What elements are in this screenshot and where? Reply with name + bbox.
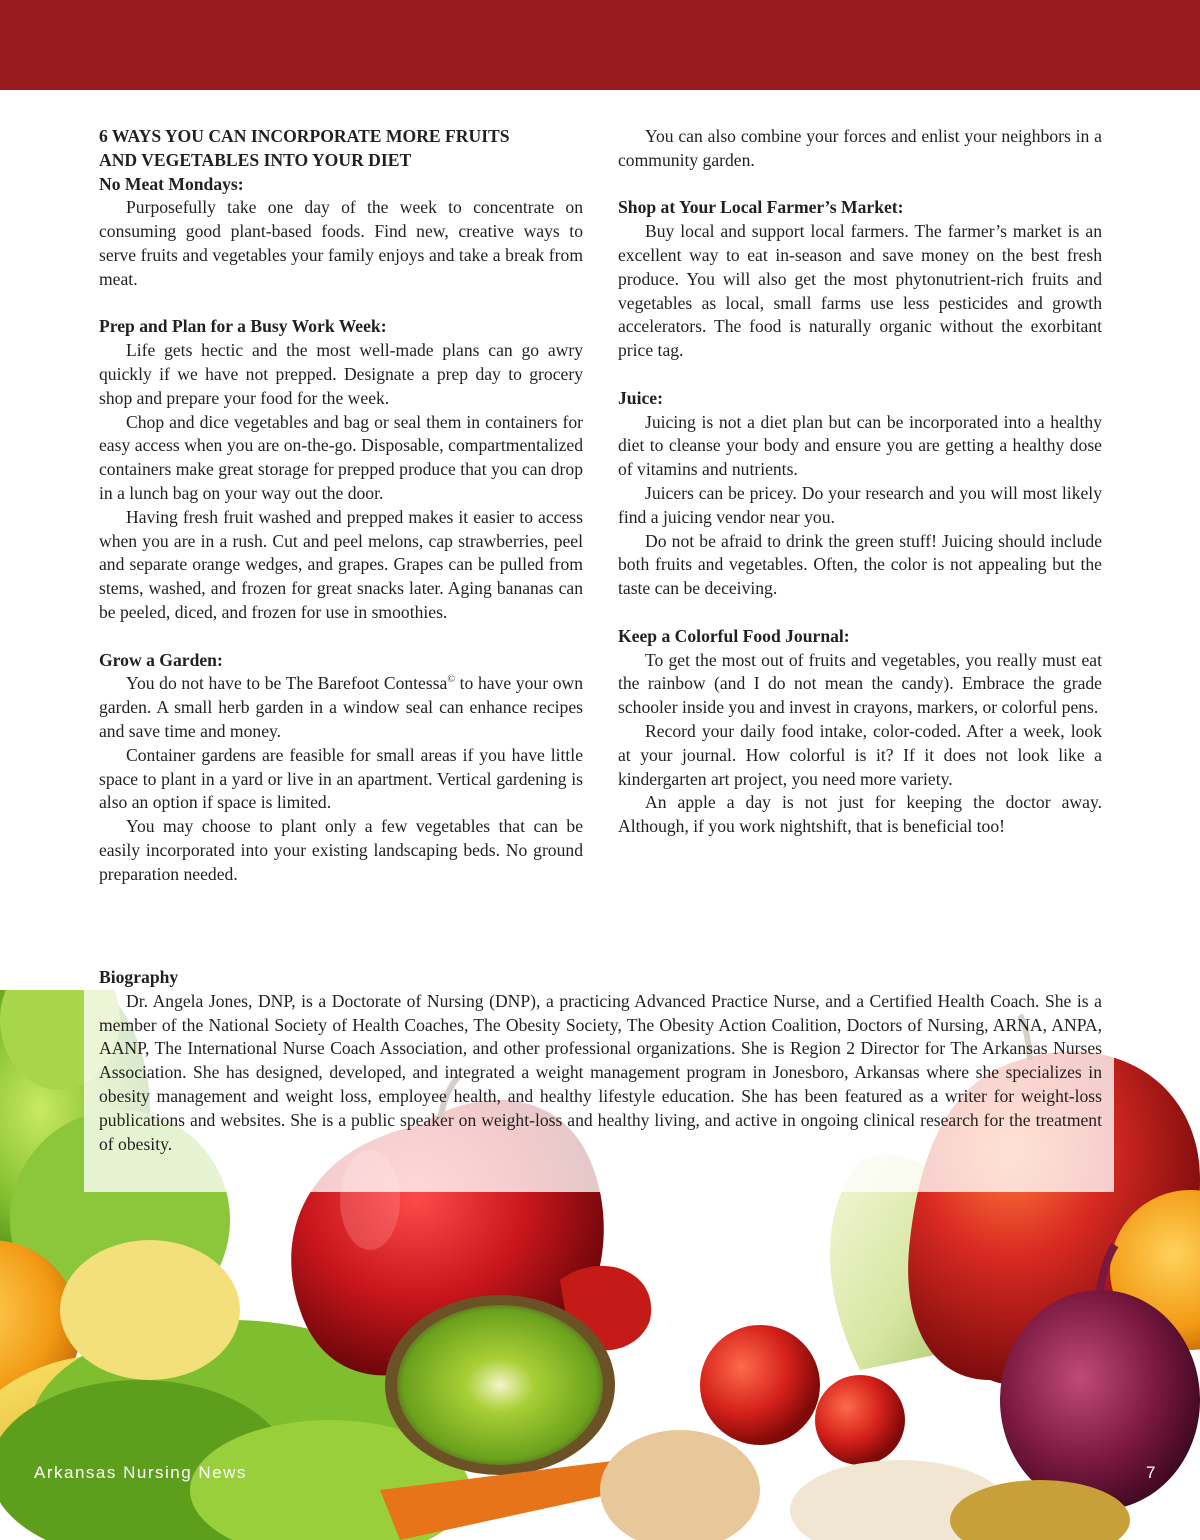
paragraph: Chop and dice vegetables and bag or seal them in containers for easy access when you are on-the-go. Disposable, compartmentalized containers make great storage for prepped produce that you can drop in a lunch bag on your way out the door. xyxy=(99,411,583,503)
article-title-line2: AND VEGETABLES INTO YOUR DIET xyxy=(99,149,412,170)
paragraph: Having fresh fruit washed and prepped makes it easier to access when you are in a rush. Cut and peel melons, cap strawberries, peel and separate orange wedges, and grapes. Grapes can be pulled from stems, washed, and frozen for great snacks later. Aging bananas can be peeled, diced, and frozen for use in smoothies. xyxy=(99,506,583,622)
biography-heading: Biography xyxy=(99,967,179,987)
left-column xyxy=(99,125,583,887)
tomato xyxy=(700,1325,820,1445)
heading-juice: Juice: xyxy=(618,387,663,408)
right-column xyxy=(618,125,1102,839)
biography-text: Dr. Angela Jones, DNP, is a Doctorate of Nursing (DNP), a practicing Advanced Practice Nurse, and a Certified Health Coach. She is a member of the National Society of Health Coaches, The Obesity Society, The Obesity Action Coalition, Doctors of Nursing, ARNA, ANPA, AANP, The International Nurse Coach Association, and other professional organizations. She is Region 2 Director for The Arkansas Nurses Association. She has designed, developed, and integrated a weight management program in Jonesboro, Arkansas where she specializes in obesity management and weight loss, employee health, and healthy lifestyle education. She has been featured as a writer for weight-loss publications and websites. She is a public speaker on weight-loss and healthy living, and active in ongoing clinical research for the treatment of obesity. xyxy=(99,990,1102,1154)
text-span: You do not have to be The Barefoot Contessa xyxy=(126,673,448,694)
footer-page-number: 7 xyxy=(1146,1463,1156,1482)
paragraph: Life gets hectic and the most well-made plans can go awry quickly if we have not prepped. Designate a prep day to grocery shop and prepare your food for the week. xyxy=(99,340,583,408)
heading-farmers-market: Shop at Your Local Farmer’s Market: xyxy=(618,197,904,218)
heading-no-meat-mondays: No Meat Mondays: xyxy=(99,173,244,194)
paragraph: You can also combine your forces and enlist your neighbors in a community garden. xyxy=(618,126,1102,170)
heading-grow-a-garden: Grow a Garden: xyxy=(99,649,223,670)
article-title-line1: 6 WAYS YOU CAN INCORPORATE MORE FRUITS xyxy=(99,126,510,146)
biography xyxy=(99,966,1102,1156)
paragraph: An apple a day is not just for keeping the doctor away. Although, if you work nightshift, that is beneficial too! xyxy=(618,792,1102,837)
paragraph: You may choose to plant only a few vegetables that can be easily incorporated into your existing landscaping beds. No ground preparation needed. xyxy=(99,816,583,884)
footer-publication: Arkansas Nursing News xyxy=(34,1463,247,1482)
heading-prep-and-plan: Prep and Plan for a Busy Work Week: xyxy=(99,316,387,337)
paragraph: To get the most out of fruits and vegetables, you really must eat the rainbow (and I do not mean the candy). Embrace the grade schooler inside you and invest in crayons, markers, or colorful pens. xyxy=(618,649,1102,718)
article-title xyxy=(99,125,583,173)
heading-food-journal: Keep a Colorful Food Journal: xyxy=(618,625,850,646)
paragraph: Juicing is not a diet plan but can be incorporated into a healthy diet to cleanse your body and ensure you are getting a healthy dose of vitamins and nutrients. xyxy=(618,411,1102,480)
header-bar xyxy=(0,0,1200,90)
shallot xyxy=(600,1430,760,1540)
paragraph: Do not be afraid to drink the green stuff! Juicing should include both fruits and vegetables. Often, the color is not appealing but the taste can be deceiving. xyxy=(618,530,1102,599)
paragraph: Juicers can be pricey. Do your research and you will most likely find a juicing vendor near you. xyxy=(618,482,1102,527)
tomato xyxy=(815,1375,905,1465)
paragraph: Purposefully take one day of the week to concentrate on consuming good plant-based foods. Find new, creative ways to serve fruits and vegetables your family enjoys and take a break from meat. xyxy=(99,197,583,289)
text-span: to have your own garden. A small herb garden in a window seal can enhance recipes and save time and money. xyxy=(99,673,583,741)
paragraph: Buy local and support local farmers. The farmer’s market is an excellent way to eat in-season and save money on the best fresh produce. You will also get the most phytonutrient-rich fruits and vegetables as local, small farms use less pesticides and growth accelerators. The food is naturally organic without the exorbitant price tag. xyxy=(618,221,1102,361)
kiwi-slice xyxy=(385,1295,615,1475)
copyright-mark: © xyxy=(447,674,455,686)
paragraph xyxy=(99,672,583,743)
paragraph: Container gardens are feasible for small areas if you have little space to plant in a yard or live in an apartment. Vertical gardening is also an option if space is limited. xyxy=(99,744,583,813)
paragraph: Record your daily food intake, color-coded. After a week, look at your journal. How colorful is it? If it does not look like a kindergarten art project, you need more variety. xyxy=(618,720,1102,789)
lemon xyxy=(60,1240,240,1380)
